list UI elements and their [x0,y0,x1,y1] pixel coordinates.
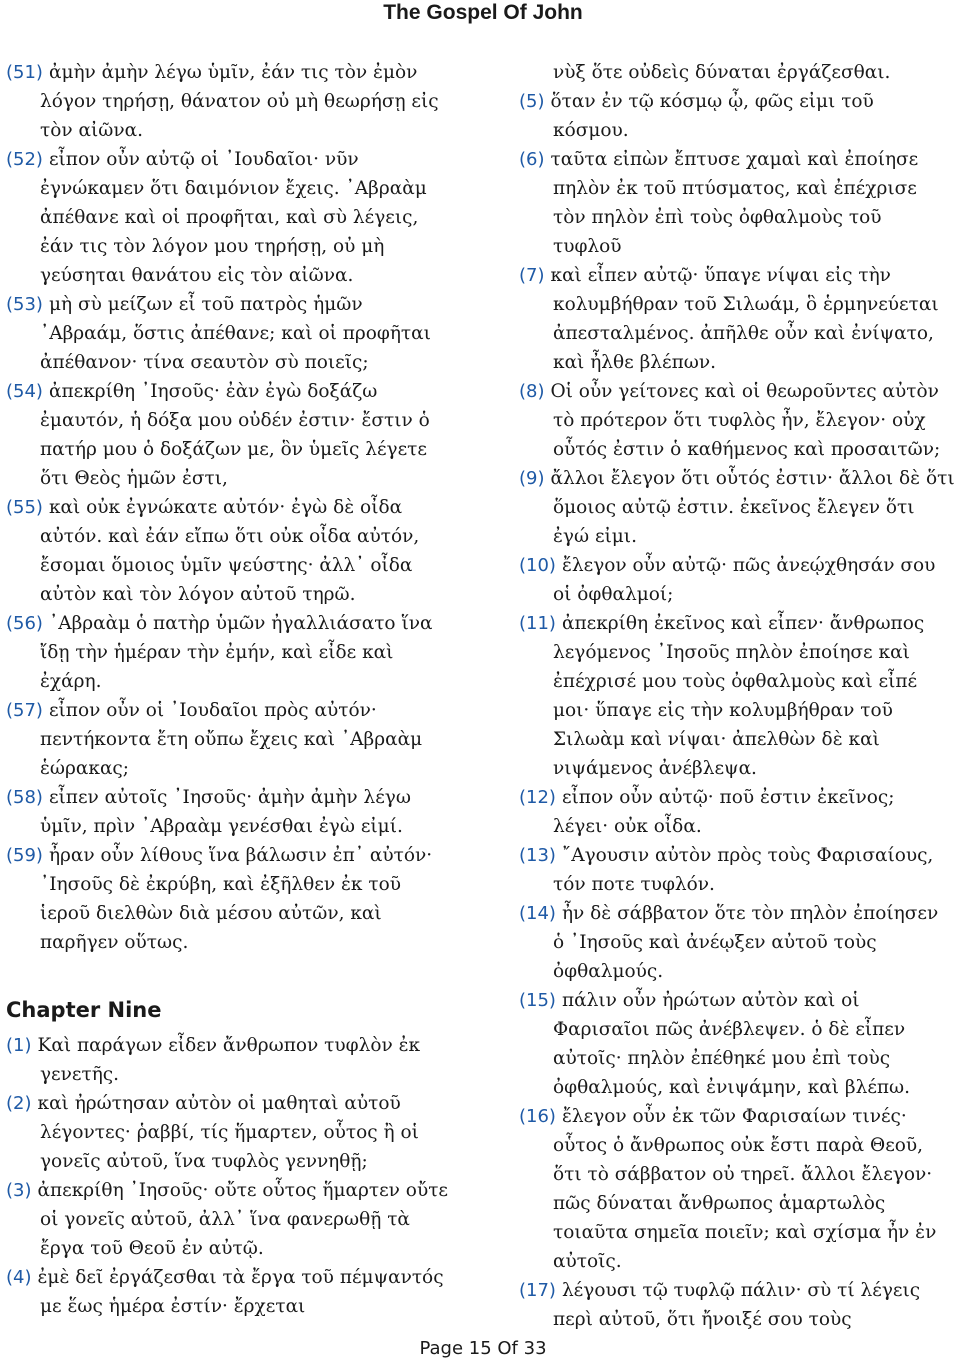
verse-text: ἀπεκρίθη ᾿Ιησοῦς· οὔτε οὗτος ἥμαρτεν οὔτε οἱ γονεῖς αὐτοῦ, ἀλλ᾿ ἵνα φανερωθῇ τὰ ἔργα τοῦ Θεοῦ ἐν αὐτῷ. [37,1180,449,1259]
verse-text: μὴ σὺ μείζων εἶ τοῦ πατρὸς ἡμῶν ᾿Αβραάμ, ὅστις ἀπέθανε; καὶ οἱ προφῆται ἀπέθανον· τίνα σεαυτὸν σὺ ποιεῖς; [40,294,431,373]
verse [519,899,955,986]
verse [519,551,955,609]
verse [6,1089,451,1176]
verse [6,783,451,841]
verse-text: πάλιν οὖν ἠρώτων αὐτὸν καὶ οἱ Φαρισαῖοι πῶς ἀνέβλεψεν. ὁ δὲ εἶπεν αὐτοῖς· πηλὸν ἐπέθηκέ μου ἐπὶ τοὺς ὀφθαλμούς, καὶ ἐνιψάμην, καὶ βλέπω. [553,990,911,1098]
verse-number: (56) [6,613,43,634]
verse-number: (1) [6,1035,32,1056]
verse-text: Καὶ παράγων εἶδεν ἄνθρωπον τυφλὸν ἐκ γενετῆς. [37,1035,421,1085]
verse-continuation: νὺξ ὅτε οὐδεὶς δύναται ἐργάζεσθαι. [553,62,891,83]
verse-number: (4) [6,1267,32,1288]
verse-number: (3) [6,1180,32,1201]
verse [519,783,955,841]
verse-text: καὶ ἠρώτησαν αὐτὸν οἱ μαθηταὶ αὐτοῦ λέγοντες· ῥαββί, τίς ἥμαρτεν, οὗτος ἢ οἱ γονεῖς αὐτοῦ, ἵνα τυφλὸς γεννηθῇ; [37,1093,419,1172]
verse-number: (17) [519,1280,556,1301]
verse-text: ἐμὲ δεῖ ἐργάζεσθαι τὰ ἔργα τοῦ πέμψαντός με ἕως ἡμέρα ἐστίν· ἔρχεται [37,1267,444,1317]
verse-number: (12) [519,787,556,808]
verse-list-chapter-nine [6,1031,451,1321]
verse [6,1031,451,1089]
verse-number: (7) [519,265,545,286]
verse-text: ὅταν ἐν τῷ κόσμῳ ᾦ, φῶς εἰμι τοῦ κόσμου. [550,91,874,141]
verse-text: καὶ οὐκ ἐγνώκατε αὐτόν· ἐγὼ δὲ οἶδα αὐτόν. καὶ ἐάν εἴπω ὅτι οὐκ οἶδα αὐτόν, ἔσομαι ὅμοιος ὑμῖν ψεύστης· ἀλλ᾿ οἶδα αὐτὸν καὶ τὸν λόγον αὐτοῦ τηρῶ. [40,497,420,605]
verse [6,493,451,609]
verse-text: ἄλλοι ἔλεγον ὅτι οὗτός ἐστιν· ἄλλοι δὲ ὅτι ὅμοιος αὐτῷ ἐστιν. ἐκεῖνος ἔλεγεν ὅτι ἐγώ εἰμι. [550,468,955,547]
verse-text: Οἱ οὖν γείτονες καὶ οἱ θεωροῦντες αὐτὸν τὸ πρότερον ὅτι τυφλὸς ἦν, ἔλεγον· οὐχ οὗτός ἐστιν ὁ καθήμενος καὶ προσαιτῶν; [550,381,941,460]
verse-list-right [519,87,955,1334]
verse-text: ἀμὴν ἀμὴν λέγω ὑμῖν, ἐάν τις τὸν ἐμὸν λόγον τηρήσῃ, θάνατον οὐ μὴ θεωρήσῃ εἰς τὸν αἰῶνα. [40,62,439,141]
verse-text: ἔλεγον οὖν αὐτῷ· πῶς ἀνεῴχθησάν σου οἱ ὀφθαλμοί; [553,555,936,605]
page-header-title: The Gospel Of John [383,1,583,24]
verse-text: ἦραν οὖν λίθους ἵνα βάλωσιν ἐπ᾿ αὐτόν· ᾿Ιησοῦς δὲ ἐκρύβη, καὶ ἐξῆλθεν ἐκ τοῦ ἱεροῦ διελθὼν διὰ μέσου αὐτῶν, καὶ παρῆγεν οὕτως. [40,845,433,953]
verse [519,986,955,1102]
verse [519,87,955,145]
verse [519,1276,955,1334]
verse [519,1102,955,1276]
verse [519,464,955,551]
verse [6,609,451,696]
verse [6,290,451,377]
verse-text: λέγουσι τῷ τυφλῷ πάλιν· σὺ τί λέγεις περὶ αὐτοῦ, ὅτι ἤνοιξέ σου τοὺς [553,1280,921,1330]
verse [6,377,451,493]
verse [519,609,955,783]
verse-number: (2) [6,1093,32,1114]
verse-text: εἶπεν αὐτοῖς ᾿Ιησοῦς· ἀμὴν ἀμὴν λέγω ὑμῖν, πρὶν ᾿Αβραὰμ γενέσθαι ἐγὼ εἰμί. [40,787,411,837]
verse [6,145,451,290]
verse-text: εἶπον οὖν αὐτῷ οἱ ᾿Ιουδαῖοι· νῦν ἐγνώκαμεν ὅτι δαιμόνιον ἔχεις. ᾿Αβραὰμ ἀπέθανε καὶ οἱ προφῆται, καὶ σὺ λέγεις, ἐάν τις τὸν λόγον μου τηρήσῃ, οὐ μὴ γεύσηται θανάτου εἰς τὸν αἰῶνα. [40,149,427,286]
verse-text: ἀπεκρίθη ᾿Ιησοῦς· ἐὰν ἐγὼ δοξάζω ἐμαυτόν, ἡ δόξα μου οὐδέν ἐστιν· ἔστιν ὁ πατήρ μου ὁ δοξάζων με, ὃν ὑμεῖς λέγετε ὅτι Θεὸς ἡμῶν ἐστι, [40,381,430,489]
verse-number: (52) [6,149,43,170]
verse-text: ταῦτα εἰπὼν ἔπτυσε χαμαὶ καὶ ἐποίησε πηλὸν ἐκ τοῦ πτύσματος, καὶ ἐπέχρισε τὸν πηλὸν ἐπὶ τοὺς ὀφθαλμοὺς τοῦ τυφλοῦ [550,149,919,257]
verse [6,1176,451,1263]
verse-number: (14) [519,903,556,924]
verse-number: (57) [6,700,43,721]
verse [519,261,955,377]
verse-number: (58) [6,787,43,808]
left-column [6,58,451,1321]
verse-text: καὶ εἶπεν αὐτῷ· ὕπαγε νίψαι εἰς τὴν κολυμβήθραν τοῦ Σιλωάμ, ὃ ἑρμηνεύεται ἀπεσταλμένος. ἀπῆλθε οὖν καὶ ἐνίψατο, καὶ ἦλθε βλέπων. [550,265,939,373]
verse-number: (10) [519,555,556,576]
verse-number: (8) [519,381,545,402]
verse-number: (9) [519,468,545,489]
verse-list-chapter-eight [6,58,451,957]
verse-text: ἀπεκρίθη ἐκεῖνος καὶ εἶπεν· ἄνθρωπος λεγόμενος ᾿Ιησοῦς πηλὸν ἐποίησε καὶ ἐπέχρισέ μου τοὺς ὀφθαλμοὺς καὶ εἶπέ μοι· ὕπαγε εἰς τὴν κολυμβήθραν τοῦ Σιλωὰμ καὶ νίψαι· ἀπελθὼν δὲ καὶ νιψάμενος ἀνέβλεψα. [553,613,925,779]
verse-number: (51) [6,62,43,83]
verse [6,1263,451,1321]
verse-text: εἶπον οὖν αὐτῷ· ποῦ ἐστιν ἐκεῖνος; λέγει· οὐκ οἶδα. [553,787,895,837]
verse-number: (55) [6,497,43,518]
verse-text: εἶπον οὖν οἱ ᾿Ιουδαῖοι πρὸς αὐτόν· πεντήκοντα ἔτη οὔπω ἔχεις καὶ ᾿Αβραὰμ ἑώρακας; [40,700,423,779]
verse-number: (16) [519,1106,556,1127]
verse-number: (13) [519,845,556,866]
verse-number: (5) [519,91,545,112]
verse [6,58,451,145]
right-column [519,58,955,1334]
verse-number: (11) [519,613,556,634]
verse-number: (53) [6,294,43,315]
verse-number: (54) [6,381,43,402]
verse-number: (6) [519,149,545,170]
verse-text: ἔλεγον οὖν ἐκ τῶν Φαρισαίων τινές· οὗτος ὁ ἄνθρωπος οὐκ ἔστι παρὰ Θεοῦ, ὅτι τὸ σάββατον οὐ τηρεῖ. ἄλλοι ἔλεγον· πῶς δύναται ἄνθρωπος ἁμαρτωλὸς τοιαῦτα σημεῖα ποιεῖν; καὶ σχίσμα ἦν ἐν αὐτοῖς. [553,1106,937,1272]
verse-number: (15) [519,990,556,1011]
verse [6,841,451,957]
verse [519,145,955,261]
verse-text: ῎Αγουσιν αὐτὸν πρὸς τοὺς Φαρισαίους, τόν ποτε τυφλόν. [553,845,934,895]
verse [519,841,955,899]
verse [519,377,955,464]
chapter-heading: Chapter Nine [6,998,162,1022]
verse-number: (59) [6,845,43,866]
verse-text: ἦν δὲ σάββατον ὅτε τὸν πηλὸν ἐποίησεν ὁ ᾿Ιησοῦς καὶ ἀνέῳξεν αὐτοῦ τοὺς ὀφθαλμούς. [553,903,939,982]
page-footer-number: Page 15 Of 33 [419,1338,547,1359]
verse-text: ᾿Αβραὰμ ὁ πατὴρ ὑμῶν ἠγαλλιάσατο ἵνα ἴδῃ τὴν ἡμέραν τὴν ἐμήν, καὶ εἶδε καὶ ἐχάρη. [40,613,433,692]
verse [6,696,451,783]
